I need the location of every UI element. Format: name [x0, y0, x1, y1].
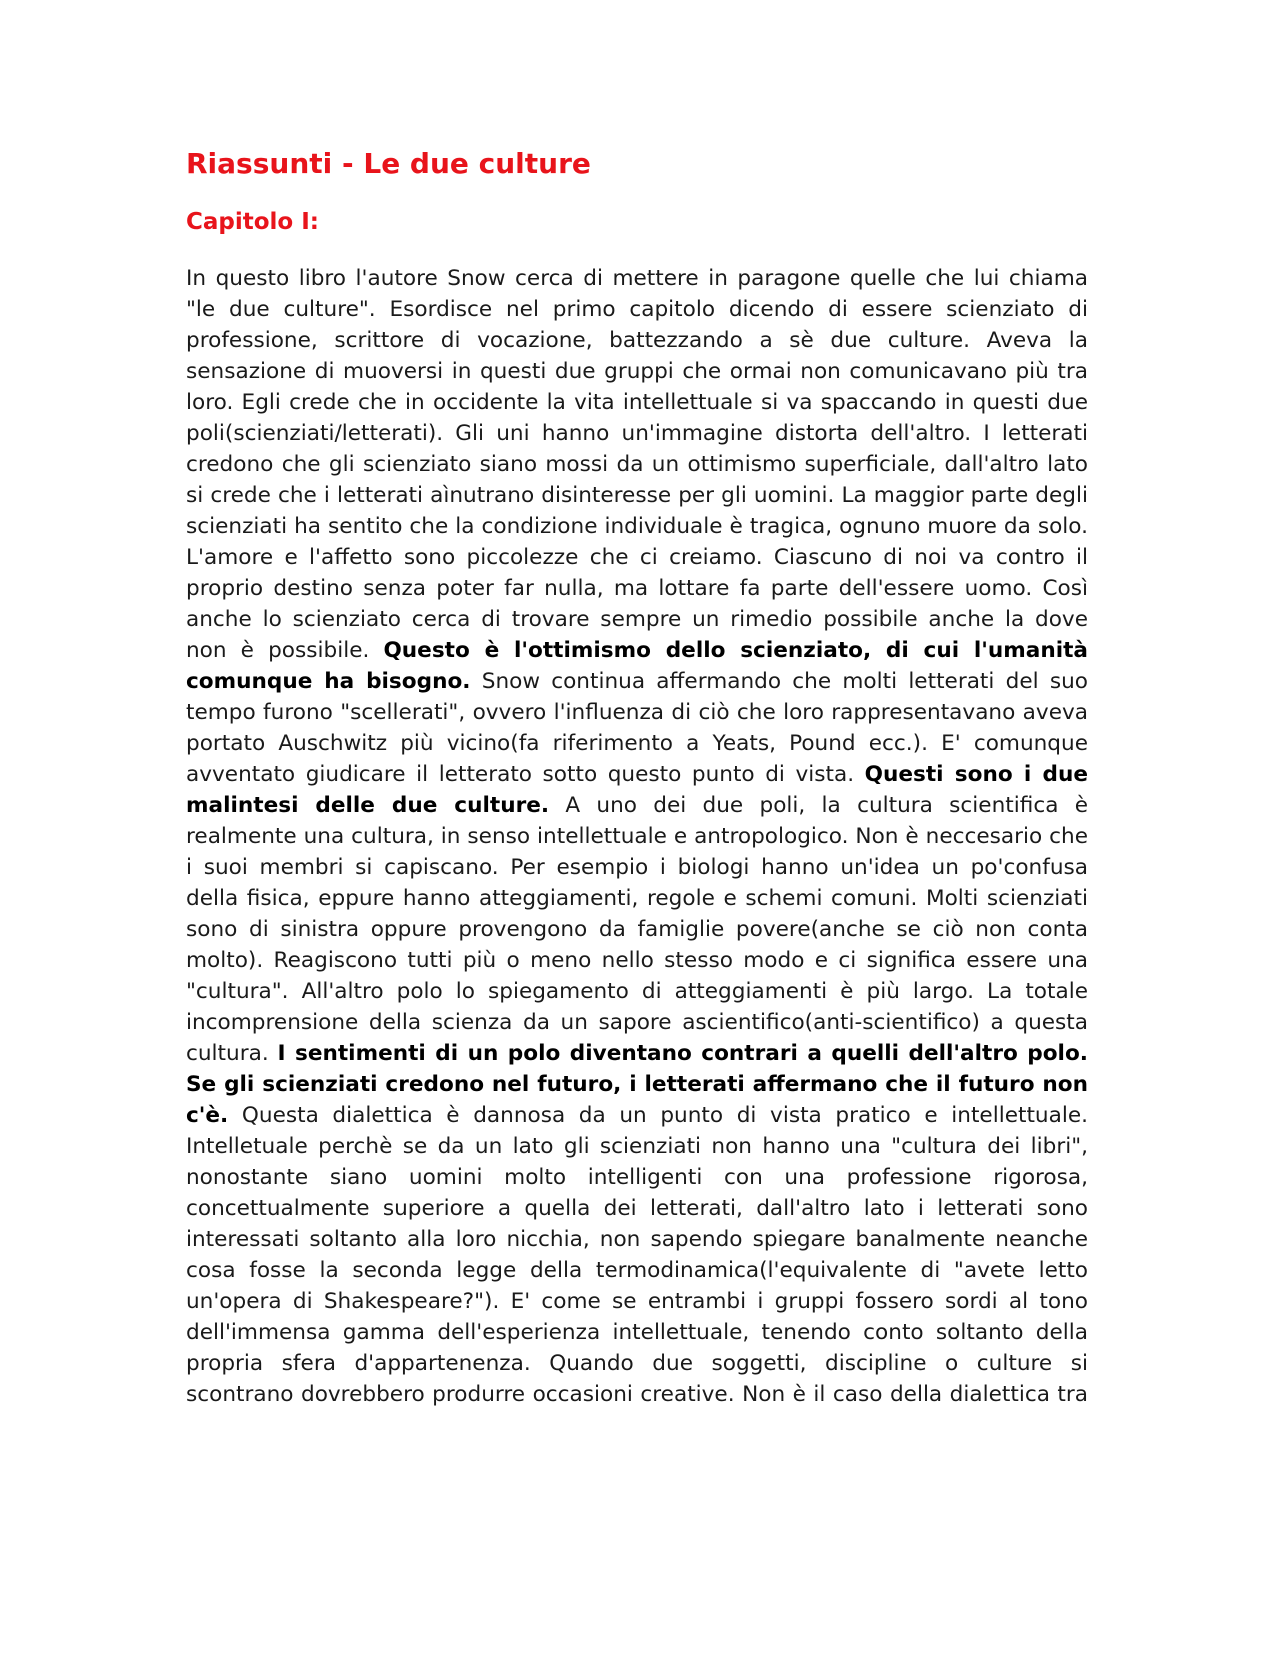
- paragraph-run: Snow continua affermando che molti letterati del suo tempo furono "scellerati", ovvero l'influenza di ciò che loro rappresentavano aveva portato Auschwitz più vicino(fa riferimento a Yeats, Pound ecc.). E' comunque avventato giudicare il letterato sotto questo punto di vista.: [186, 669, 1088, 787]
- document-page: [186, 0, 1088, 1656]
- paragraph-run-bold: Questo è l'ottimismo dello scienziato, di cui l'umanità comunque ha bisogno.: [186, 638, 1088, 694]
- paragraph-run-bold: Questi sono i due malintesi delle due culture.: [186, 762, 1088, 818]
- paragraph-run: In questo libro l'autore Snow cerca di mettere in paragone quelle che lui chiama "le due culture". Esordisce nel primo capitolo dicendo di essere scienziato di professione, scrittore di vocazione, battezzando a sè due culture. Aveva la sensazione di muoversi in questi due gruppi che ormai non comunicavano più tra loro. Egli crede che in occidente la vita intellettuale si va spaccando in questi due poli(scienziati/letterati). Gli uni hanno un'immagine distorta dell'altro. I letterati credono che gli scienziato siano mossi da un ottimismo superficiale, dall'altro lato si crede che i letterati aìnutrano disinteresse per gli uomini. La maggior parte degli scienziati ha sentito che la condizione individuale è tragica, ognuno muore da solo. L'amore e l'affetto sono piccolezze che ci creiamo. Ciascuno di noi va contro il proprio destino senza poter far nulla, ma lottare fa parte dell'essere uomo. Così anche lo scienziato cerca di trovare sempre un rimedio possibile anche la dove non è possibile.: [186, 266, 1088, 663]
- document-title: Riassunti - Le due culture: [186, 147, 591, 180]
- paragraph-run: A uno dei due poli, la cultura scientifica è realmente una cultura, in senso intellettuale e antropologico. Non è neccesario che i suoi membri si capiscano. Per esempio i biologi hanno un'idea un po'confusa della fisica, eppure hanno atteggiamenti, regole e schemi comuni. Molti scienziati sono di sinistra oppure provengono da famiglie povere(anche se ciò non conta molto). Reagiscono tutti più o meno nello stesso modo e ci significa essere una "cultura". All'altro polo lo spiegamento di atteggiamenti è più largo. La totale incomprensione della scienza da un sapore ascientifico(anti-scientifico) a questa cultura.: [186, 793, 1089, 1066]
- paragraph-run-bold: I sentimenti di un polo diventano contrari a quelli dell'altro polo. Se gli scienziati credono nel futuro, i letterati affermano che il futuro non c'è.: [186, 1041, 1088, 1128]
- paragraph-run: Questa dialettica è dannosa da un punto di vista pratico e intellettuale. Intelletuale perchè se da un lato gli scienziati non hanno una "cultura dei libri", nonostante siano uomini molto intelligenti con una professione rigorosa, concettualmente superiore a quella dei letterati, dall'altro lato i letterati sono interessati soltanto alla loro nicchia, non sapendo spiegare banalmente neanche cosa fosse la seconda legge della termodinamica(l'equivalente di "avete letto un'opera di Shakespeare?"). E' come se entrambi i gruppi fossero sordi al tono dell'immensa gamma dell'esperienza intellettuale, tenendo conto soltanto della propria sfera d'appartenenza. Quando due soggetti, discipline o culture si scontrano dovrebbero produrre occasioni creative. Non è il caso della dialettica tra: [186, 1103, 1088, 1407]
- body-paragraph: [186, 263, 1088, 1410]
- chapter-heading: Capitolo I:: [186, 209, 319, 235]
